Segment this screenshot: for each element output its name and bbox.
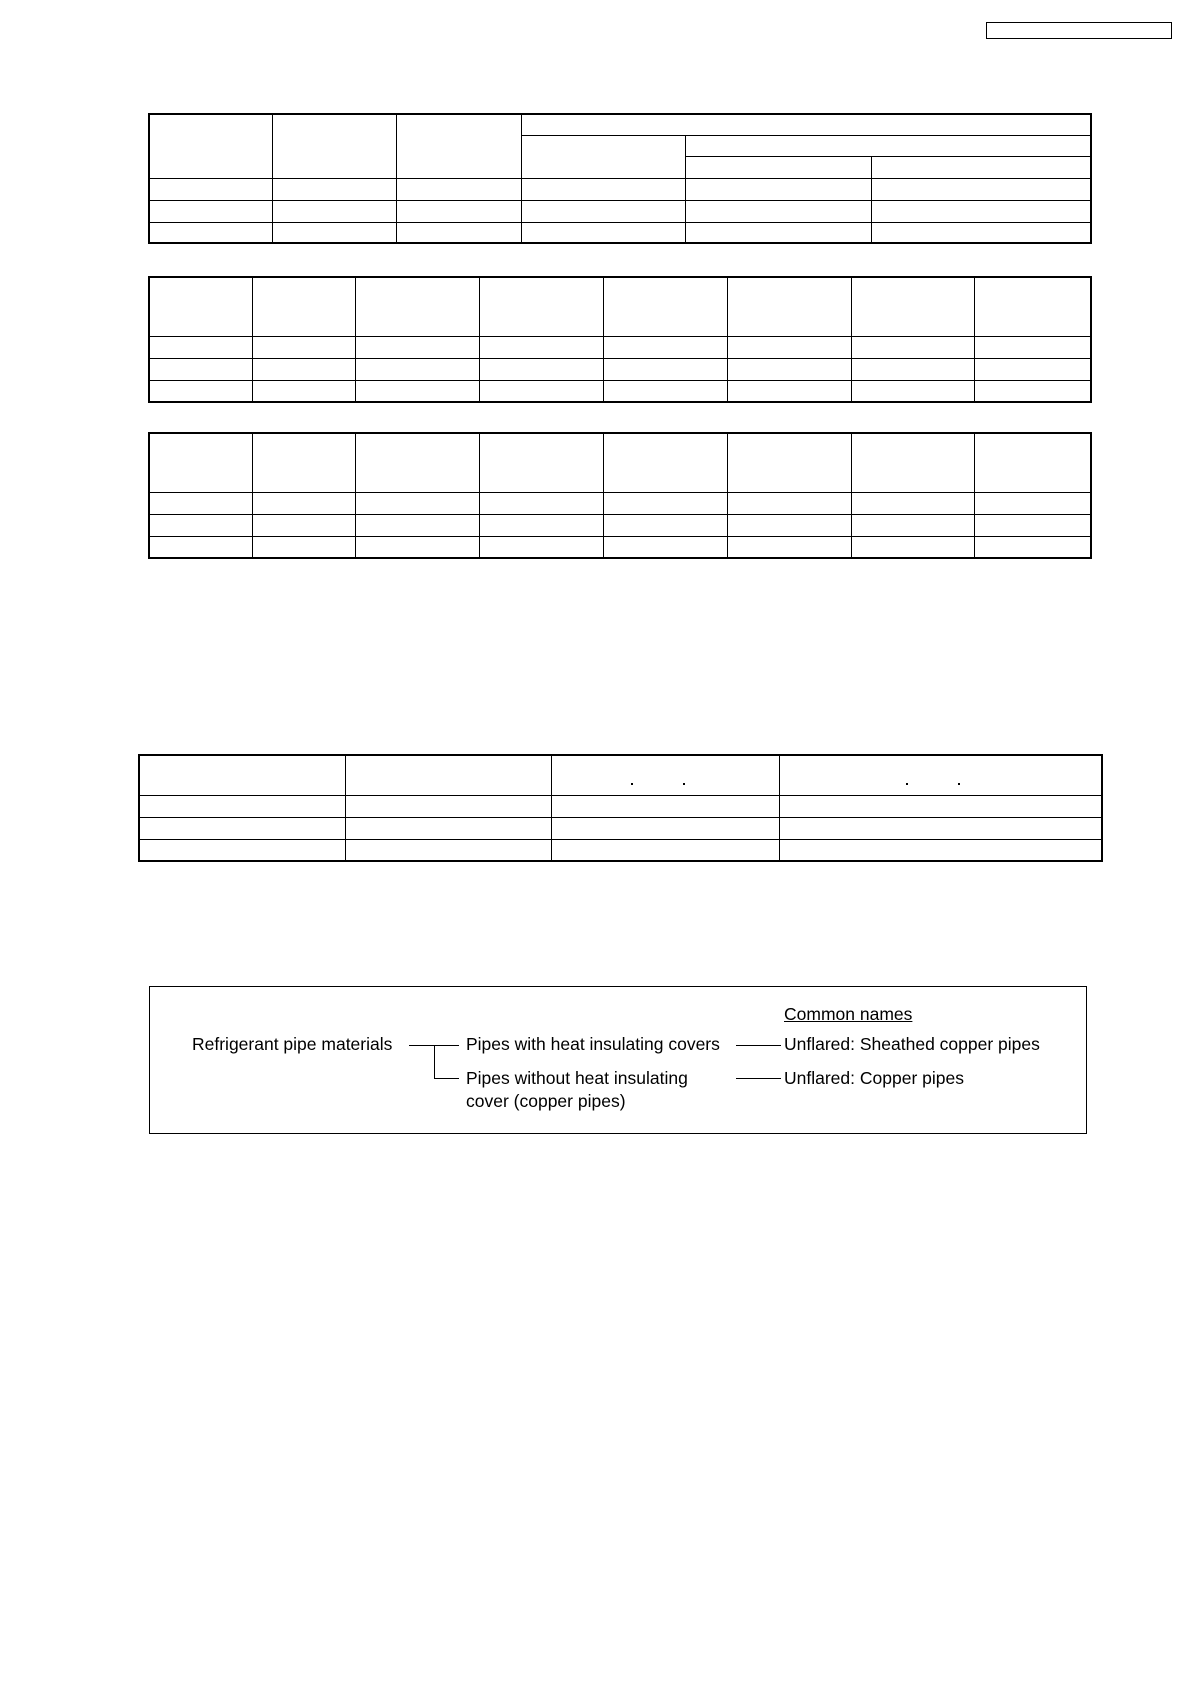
common-names-caption: Common names <box>784 1004 913 1024</box>
name-covered-label: Unflared: Sheathed copper pipes <box>784 1034 1040 1054</box>
table-1-header-cell <box>396 114 521 178</box>
table-row <box>149 222 1091 243</box>
branch-uncovered-label-line1: Pipes without heat insulating <box>466 1068 688 1088</box>
table-row <box>139 795 1102 817</box>
table-row <box>149 514 1091 536</box>
connector-branch-uncovered <box>434 1078 459 1079</box>
connector-root <box>409 1045 434 1046</box>
table-row <box>149 200 1091 222</box>
table-row <box>149 492 1091 514</box>
table-row <box>139 817 1102 839</box>
connector-name-covered <box>736 1045 781 1046</box>
table-row <box>149 336 1091 358</box>
table-2 <box>148 276 1092 403</box>
root-label: Refrigerant pipe materials <box>192 1034 393 1054</box>
table-row <box>139 839 1102 861</box>
branch-uncovered-label-line2: cover (copper pipes) <box>466 1091 626 1111</box>
connector-name-uncovered <box>736 1078 781 1079</box>
branch-covered-label: Pipes with heat insulating covers <box>466 1034 720 1054</box>
page-number-box <box>986 22 1172 39</box>
table-4-header-mark <box>906 783 908 785</box>
table-4 <box>138 754 1103 862</box>
table-header-row <box>149 277 1091 336</box>
table-4-header-mark <box>683 783 685 785</box>
table-row <box>149 178 1091 200</box>
table-4-header-mark <box>958 783 960 785</box>
table-row <box>149 358 1091 380</box>
table-1 <box>148 113 1092 244</box>
table-1-subgroup-header <box>685 135 1091 156</box>
connector-branch-covered <box>434 1045 459 1046</box>
table-1-header-cell <box>149 114 272 178</box>
table-1-header-cell <box>871 156 1091 178</box>
name-uncovered-label: Unflared: Copper pipes <box>784 1068 964 1088</box>
table-1-header-cell <box>272 114 396 178</box>
table-3 <box>148 432 1092 559</box>
table-1-header-cell <box>685 156 871 178</box>
table-header-row <box>149 433 1091 492</box>
table-4-header-mark <box>631 783 633 785</box>
table-header-row <box>139 755 1102 795</box>
connector-branch-vertical <box>434 1045 435 1078</box>
table-row <box>149 536 1091 558</box>
table-row <box>149 380 1091 402</box>
table-1-group-header <box>521 114 1091 135</box>
table-1-header-cell <box>521 135 685 178</box>
